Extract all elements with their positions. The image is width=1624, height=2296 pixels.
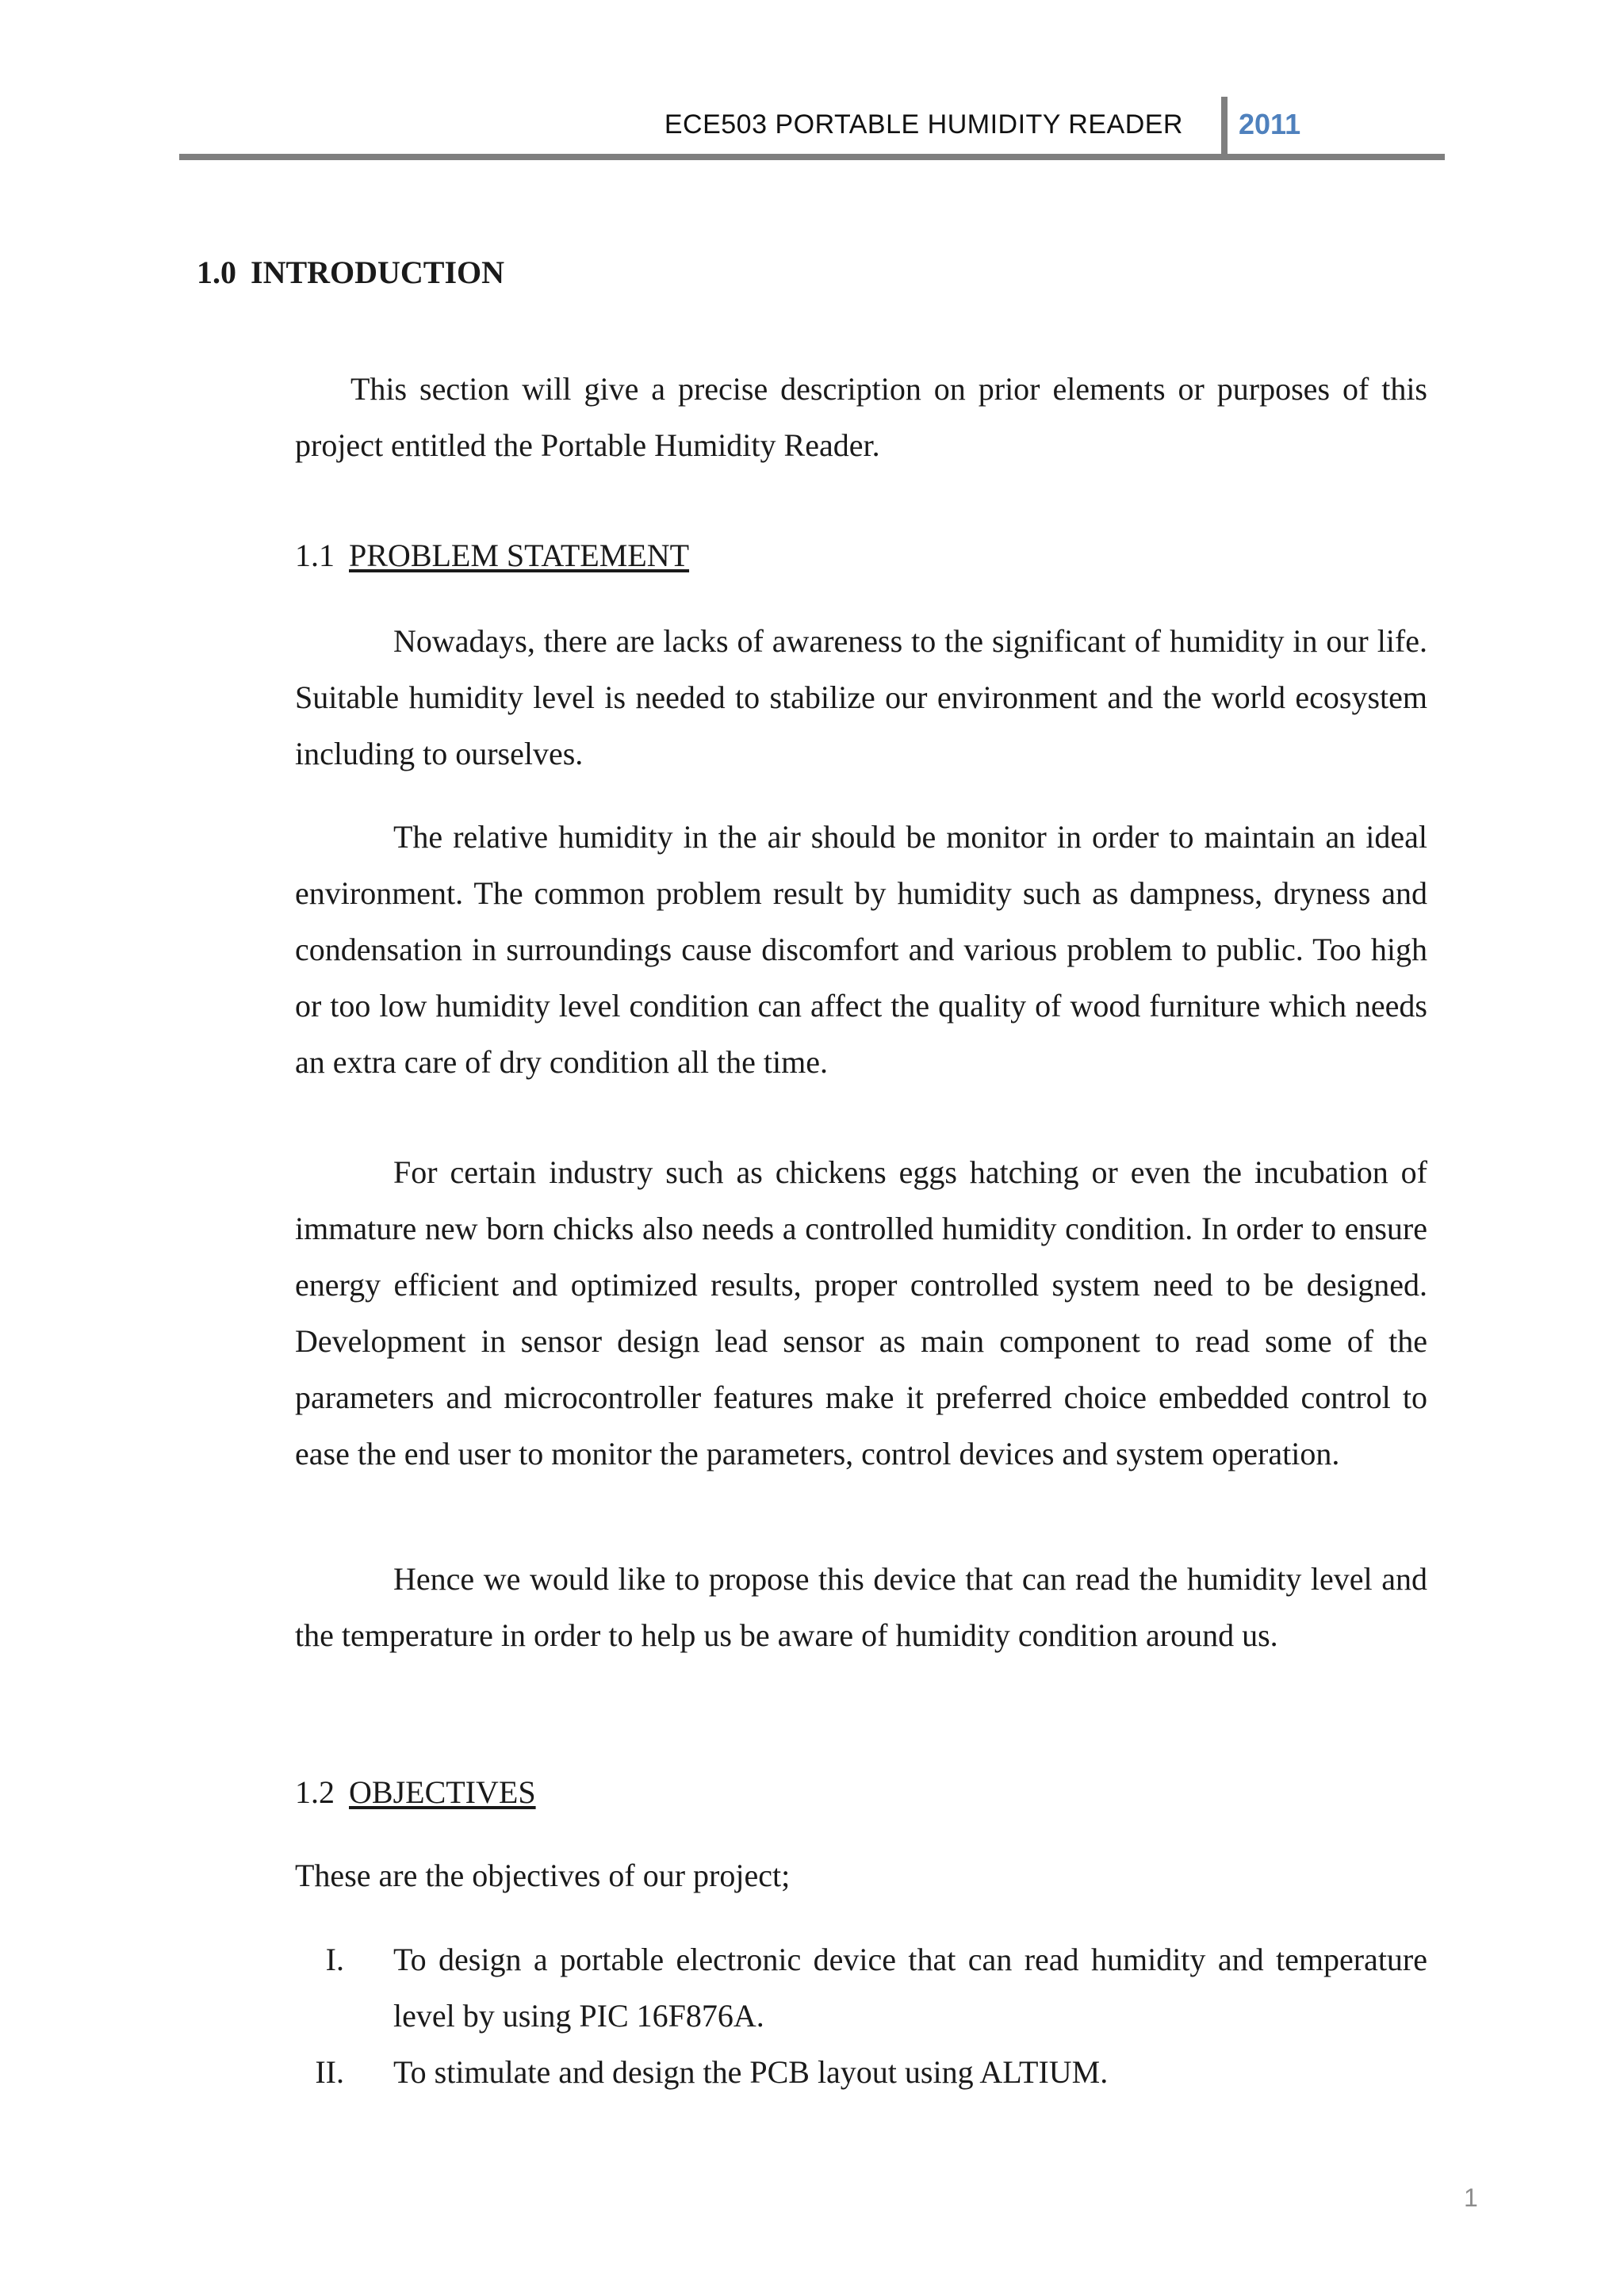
problem-paragraph-3: For certain industry such as chickens eggs hatching or even the incubation of immature new born chicks also needs a controlled humidity condition. In order to ensure energy efficient and optimized results, proper controlled system need to be designed. Development in sensor design lead sensor as main component to read some of the parameters and microcontroller features make it preferred choice embedded control to ease the end user to monitor the parameters, control devices and system operation.	[295, 1154, 1427, 1471]
problem-statement-heading	[295, 537, 689, 574]
list-item	[295, 1931, 1427, 2044]
list-marker: I.	[325, 1942, 344, 1977]
objectives-number: 1.2	[295, 1774, 335, 1810]
problem-paragraph-4: Hence we would like to propose this device that can read the humidity level and the temperature in order to help us be aware of humidity condition around us.	[295, 1561, 1427, 1653]
list-marker: II.	[315, 2054, 344, 2090]
introduction-paragraph: This section will give a precise description on prior elements or purposes of this project entitled the Portable Humidity Reader.	[295, 371, 1427, 463]
problem-statement-number: 1.1	[295, 538, 335, 573]
objectives-list	[295, 1931, 1427, 2100]
list-item-text: To stimulate and design the PCB layout using ALTIUM.	[393, 2054, 1109, 2090]
objectives-intro: These are the objectives of our project;	[295, 1858, 791, 1893]
introduction-title: INTRODUCTION	[251, 254, 505, 290]
header-rule	[179, 154, 1445, 160]
introduction-number: 1.0	[197, 254, 236, 290]
introduction-heading	[197, 254, 504, 291]
page-number: 1	[1464, 2183, 1478, 2212]
header-year: 2011	[1239, 108, 1301, 140]
problem-paragraph-1: Nowadays, there are lacks of awareness to the significant of humidity in our life. Suitable humidity level is needed to stabilize our environment and the world ecosystem including to ourselves.	[295, 623, 1427, 771]
problem-paragraph-2: The relative humidity in the air should be monitor in order to maintain an ideal environment. The common problem result by humidity such as dampness, dryness and condensation in surroundings cause discomfort and various problem to public. Too high or too low humidity level condition can affect the quality of wood furniture which needs an extra care of dry condition all the time.	[295, 819, 1427, 1080]
list-item-text: To design a portable electronic device that can read humidity and temperature level by using PIC 16F876A.	[393, 1942, 1427, 2034]
objectives-title: OBJECTIVES	[349, 1774, 536, 1810]
objectives-heading	[295, 1774, 536, 1811]
header-title: ECE503 PORTABLE HUMIDITY READER	[664, 109, 1183, 140]
page-header	[179, 94, 1445, 162]
problem-statement-title: PROBLEM STATEMENT	[349, 538, 690, 573]
header-divider	[1221, 97, 1228, 159]
list-item	[295, 2044, 1427, 2100]
